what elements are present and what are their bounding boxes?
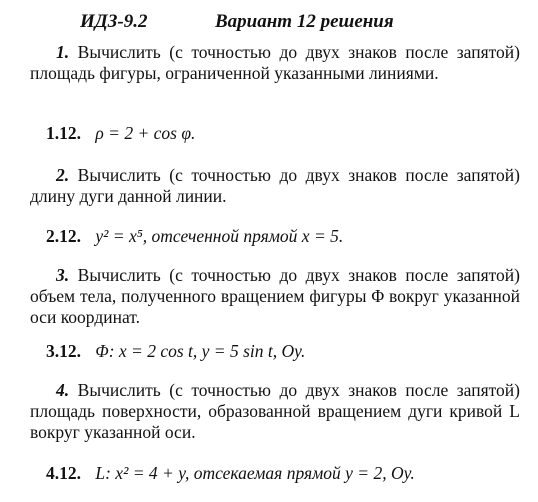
task-2-answer (46, 225, 526, 247)
task-2-text: Вычислить (с точностью до двух знаков после запятой) длину дуги данной линии. (30, 165, 520, 206)
header-assignment-id: ИДЗ-9.2 (80, 11, 148, 32)
task-1-answer-formula: ρ = 2 + cos φ. (95, 123, 196, 143)
task-1-statement (30, 42, 520, 84)
task-2-answer-number: 2.12. (46, 226, 81, 246)
task-3-answer (46, 340, 526, 362)
task-1-answer-number: 1.12. (46, 123, 81, 143)
task-3-number: 3. (56, 265, 70, 285)
task-2-statement (30, 165, 520, 207)
task-2-number: 2. (56, 165, 70, 185)
task-4-answer-formula: L: x² = 4 + y, отсекаемая прямой y = 2, Oy. (95, 463, 415, 483)
task-3-text: Вычислить (с точностью до двух знаков после запятой) объем тела, полученного вращением фигуры Φ вокруг указанной оси координат. (30, 265, 520, 327)
task-1-answer (46, 122, 526, 144)
task-3-answer-number: 3.12. (46, 341, 81, 361)
task-1-text: Вычислить (с точностью до двух знаков после запятой) площадь фигуры, ограниченной указанными линиями. (30, 42, 520, 83)
task-4-text: Вычислить (с точностью до двух знаков после запятой) площадь поверхности, образованной вращением дуги кривой L вокруг указанной оси. (30, 380, 520, 442)
task-4-number: 4. (56, 380, 70, 400)
task-3-statement (30, 265, 520, 328)
task-2-answer-formula: y² = x⁵, отсеченной прямой x = 5. (95, 226, 344, 246)
task-1-number: 1. (56, 42, 70, 62)
header-variant: Вариант 12 решения (215, 11, 394, 32)
page-header (0, 8, 538, 36)
task-3-answer-formula: Φ: x = 2 cos t, y = 5 sin t, Oy. (95, 341, 306, 361)
task-4-answer-number: 4.12. (46, 463, 81, 483)
task-4-statement (30, 380, 520, 443)
task-4-answer (46, 462, 526, 484)
